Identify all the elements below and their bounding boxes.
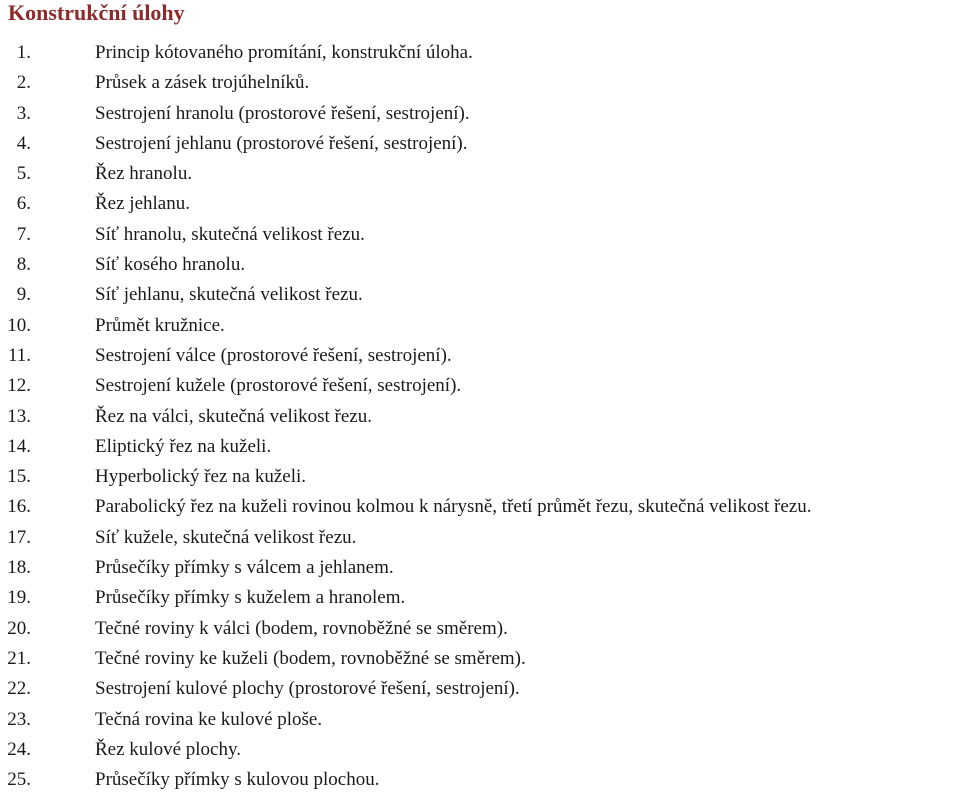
page-title: Konstrukční úlohy	[8, 0, 185, 25]
list-item	[0, 705, 959, 735]
item-text: Sestrojení válce (prostorové řešení, sestrojení).	[95, 344, 452, 366]
item-text: Řez jehlanu.	[95, 193, 190, 215]
list-item	[0, 674, 959, 704]
item-number: 18.	[7, 557, 31, 579]
item-text: Průmět kružnice.	[95, 314, 225, 336]
item-text: Řez hranolu.	[95, 163, 193, 185]
task-list	[0, 38, 959, 795]
item-number: 4.	[16, 132, 31, 154]
item-text: Tečná rovina ke kulové ploše.	[95, 708, 323, 730]
list-item	[0, 492, 959, 522]
item-number: 14.	[7, 435, 31, 457]
item-number: 23.	[7, 708, 31, 730]
item-text: Síť hranolu, skutečná velikost řezu.	[95, 223, 365, 245]
list-item	[0, 402, 959, 432]
item-number: 16.	[7, 496, 31, 518]
item-number: 9.	[16, 284, 31, 306]
list-item	[0, 614, 959, 644]
item-number: 10.	[7, 314, 31, 336]
item-number: 2.	[16, 72, 31, 94]
list-item	[0, 38, 959, 68]
list-item	[0, 553, 959, 583]
item-text: Průsečíky přímky s kuželem a hranolem.	[95, 587, 406, 609]
list-item	[0, 311, 959, 341]
list-item	[0, 583, 959, 613]
list-item	[0, 220, 959, 250]
item-number: 6.	[16, 193, 31, 215]
item-number: 13.	[7, 405, 31, 427]
item-number: 22.	[7, 678, 31, 700]
item-number: 8.	[16, 254, 31, 276]
item-text: Síť kosého hranolu.	[95, 254, 246, 276]
list-item	[0, 462, 959, 492]
list-item	[0, 644, 959, 674]
item-number: 17.	[7, 526, 31, 548]
item-number: 1.	[16, 42, 31, 63]
list-item	[0, 523, 959, 553]
item-text: Sestrojení kulové plochy (prostorové řešení, sestrojení).	[95, 678, 520, 700]
list-item	[0, 280, 959, 310]
item-number: 19.	[7, 587, 31, 609]
item-text: Sestrojení jehlanu (prostorové řešení, sestrojení).	[95, 132, 468, 154]
item-text: Eliptický řez na kuželi.	[95, 435, 272, 457]
item-number: 3.	[16, 102, 31, 124]
list-item	[0, 250, 959, 280]
item-number: 12.	[7, 375, 31, 397]
item-number: 7.	[16, 223, 31, 245]
item-number: 25.	[7, 769, 31, 791]
item-text: Sestrojení kužele (prostorové řešení, sestrojení).	[95, 375, 462, 397]
item-text: Síť jehlanu, skutečná velikost řezu.	[95, 284, 363, 306]
item-text: Průsečíky přímky s kulovou plochou.	[95, 769, 380, 791]
item-number: 15.	[7, 466, 31, 488]
item-text: Řez na válci, skutečná velikost řezu.	[95, 405, 372, 427]
item-number: 11.	[7, 344, 31, 366]
item-number: 5.	[16, 163, 31, 185]
item-text: Síť kužele, skutečná velikost řezu.	[95, 526, 357, 548]
item-text: Sestrojení hranolu (prostorové řešení, sestrojení).	[95, 102, 470, 124]
list-item	[0, 765, 959, 795]
list-item	[0, 189, 959, 219]
list-item	[0, 371, 959, 401]
list-item	[0, 129, 959, 159]
item-number: 24.	[7, 738, 31, 760]
item-number: 21.	[7, 647, 31, 669]
item-number: 20.	[7, 617, 31, 639]
list-item	[0, 99, 959, 129]
item-text: Parabolický řez na kuželi rovinou kolmou k nárysně, třetí průmět řezu, skutečná velikost řezu.	[95, 496, 812, 518]
item-text: Tečné roviny ke kuželi (bodem, rovnoběžné se směrem).	[95, 647, 526, 669]
item-text: Řez kulové plochy.	[95, 738, 241, 760]
list-item	[0, 432, 959, 462]
list-item	[0, 341, 959, 371]
list-item	[0, 735, 959, 765]
item-text: Tečné roviny k válci (bodem, rovnoběžné se směrem).	[95, 617, 508, 639]
item-text: Princip kótovaného promítání, konstrukční úloha.	[95, 42, 473, 63]
item-text: Hyperbolický řez na kuželi.	[95, 466, 307, 488]
list-item	[0, 159, 959, 189]
item-text: Průsečíky přímky s válcem a jehlanem.	[95, 557, 394, 579]
list-item	[0, 68, 959, 98]
item-text: Průsek a zásek trojúhelníků.	[95, 72, 310, 94]
